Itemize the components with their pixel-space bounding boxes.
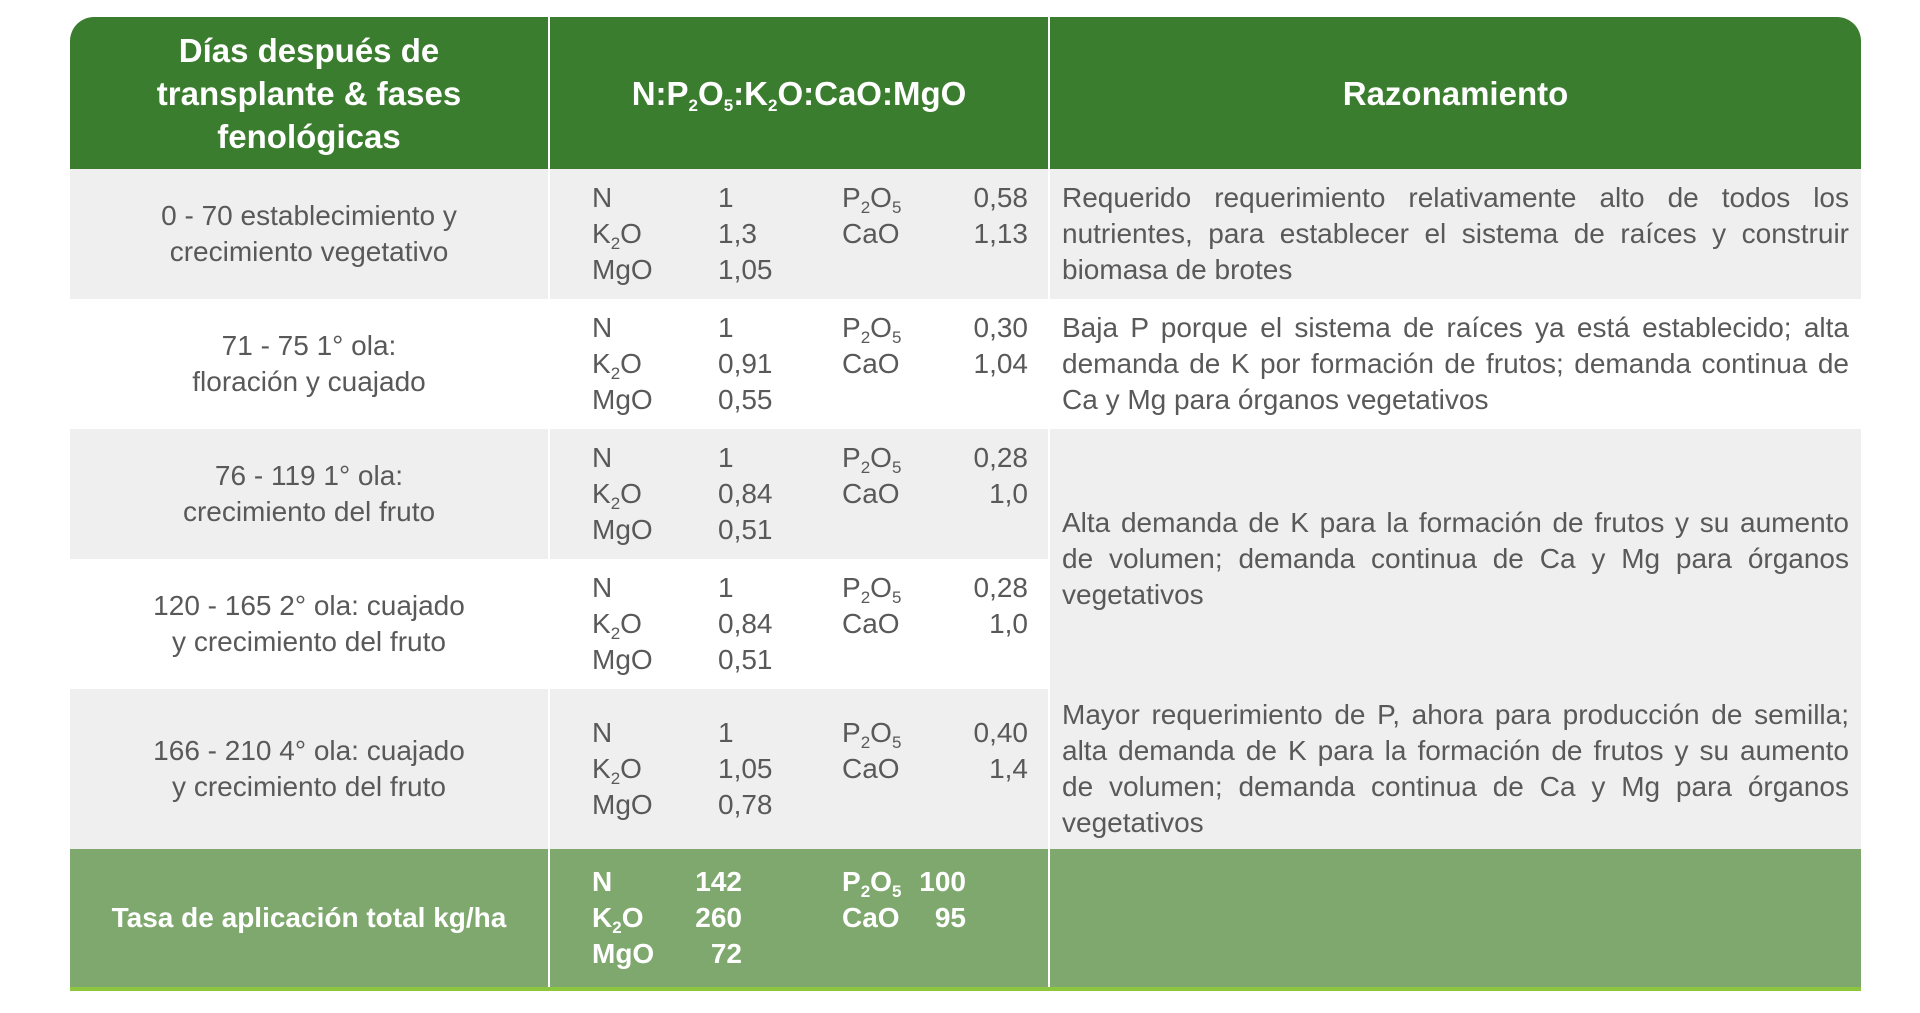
total-cao: 95 [934, 902, 966, 933]
phase-text: 166 - 210 4° ola: cuajado [153, 735, 465, 766]
reason-text: Mayor requerimiento de P, ahora para producción de semilla; alta demanda de K para la formación de frutos y su aumento de volumen; demanda continua de Ca y Mg para órganos vegetativos [1062, 699, 1849, 838]
label-k2o: $K_2O$ [592, 478, 642, 513]
value-n: 1 [718, 442, 734, 473]
value-k2o: 0,84 [718, 608, 773, 639]
label-mgo: MgO [592, 938, 655, 969]
reason-cell [1048, 299, 1861, 429]
label-mgo: MgO [592, 384, 653, 415]
value-mgo: 0,51 [718, 644, 773, 675]
value-mgo: 0,78 [718, 789, 773, 820]
label-n: N [592, 182, 613, 213]
phase-cell [70, 299, 548, 429]
table-row [70, 559, 1028, 689]
value-k2o: 1,3 [718, 218, 757, 249]
total-n: 142 [695, 866, 742, 897]
phase-text: floración y cuajado [192, 366, 426, 397]
value-cao: 1,0 [989, 478, 1028, 509]
phase-cell [70, 689, 548, 849]
label-n: N [592, 312, 613, 343]
label-k2o: $K_2O$ [592, 902, 644, 937]
label-p2o5: $P_2O_5$ [842, 866, 902, 901]
label-p2o5: $P_2O_5$ [842, 442, 902, 477]
phase-text: crecimiento del fruto [182, 496, 436, 527]
value-n: 1 [718, 717, 734, 748]
label-k2o: $K_2O$ [592, 218, 642, 253]
value-p2o5: 0,28 [973, 572, 1028, 603]
value-mgo: 0,55 [718, 384, 773, 415]
label-mgo: MgO [592, 254, 653, 285]
merged-rows [70, 429, 1861, 689]
header-reason: Razonamiento [1048, 17, 1861, 169]
reason-text: Baja P porque el sistema de raíces ya está establecido; alta demanda de K por formación de frutos; demanda continua de Ca y Mg para órganos vegetativos [1062, 312, 1849, 415]
value-p2o5: 0,30 [973, 312, 1028, 343]
header-ratio: $N:P_2O_5:K_2O:CaO:MgO$ [548, 17, 1048, 169]
label-cao: CaO [842, 753, 900, 784]
ratio-cell [548, 559, 1048, 689]
label-cao: CaO [842, 902, 900, 933]
value-mgo: 0,51 [718, 514, 773, 545]
label-p2o5: $P_2O_5$ [842, 717, 902, 752]
label-mgo: MgO [592, 644, 653, 675]
label-mgo: MgO [592, 514, 653, 545]
label-cao: CaO [842, 348, 900, 379]
phase-cell [70, 429, 548, 559]
nutrient-table [70, 17, 1861, 991]
total-p2o5: 100 [919, 866, 966, 897]
label-n: N [592, 866, 613, 897]
value-cao: 1,4 [989, 753, 1028, 784]
label-cao: CaO [842, 218, 900, 249]
value-cao: 1,04 [973, 348, 1028, 379]
label-k2o: $K_2O$ [592, 753, 642, 788]
label-p2o5: $P_2O_5$ [842, 572, 902, 607]
total-k2o: 260 [695, 902, 742, 933]
total-label: Tasa de aplicación total kg/ha [111, 902, 507, 933]
label-cao: CaO [842, 478, 900, 509]
label-k2o: $K_2O$ [592, 608, 642, 643]
label-cao: CaO [842, 608, 900, 639]
value-cao: 1,13 [973, 218, 1028, 249]
value-k2o: 0,91 [718, 348, 773, 379]
phase-cell [70, 559, 548, 689]
label-n: N [592, 442, 613, 473]
label-n: N [592, 572, 613, 603]
phase-text: 120 - 165 2° ola: cuajado [153, 590, 465, 621]
value-cao: 1,0 [989, 608, 1028, 639]
ratio-cell [548, 299, 1048, 429]
phase-text: 76 - 119 1° ola: [214, 460, 404, 491]
phase-text: crecimiento vegetativo [169, 236, 449, 267]
label-k2o: $K_2O$ [592, 348, 642, 383]
label-n: N [592, 717, 613, 748]
value-p2o5: 0,40 [973, 717, 1028, 748]
bottom-rule [70, 987, 1861, 991]
ratio-cell [548, 689, 1048, 849]
reason-cell-merged [1048, 429, 1861, 689]
table-row [70, 689, 1861, 849]
ratio-cell [548, 169, 1048, 299]
reason-text: Alta demanda de K para la formación de frutos y su aumento de volumen; demanda continua de Ca y Mg para órganos vegetativos [1062, 507, 1849, 610]
total-row [70, 849, 1861, 987]
header-phase-line: fenológicas [217, 117, 401, 155]
phase-cell [70, 169, 548, 299]
phase-text: 0 - 70 establecimiento y [161, 200, 457, 231]
value-n: 1 [718, 312, 734, 343]
table-row [70, 299, 1861, 429]
value-p2o5: 0,28 [973, 442, 1028, 473]
total-mgo: 72 [710, 938, 742, 969]
reason-cell [1048, 689, 1861, 849]
label-p2o5: $P_2O_5$ [842, 312, 902, 347]
value-mgo: 1,05 [718, 254, 773, 285]
label-mgo: MgO [592, 789, 653, 820]
reason-cell [1048, 169, 1861, 299]
phase-text: y crecimiento del fruto [172, 626, 446, 657]
value-k2o: 1,05 [718, 753, 773, 784]
ratio-cell [548, 429, 1048, 559]
header-phase [70, 17, 548, 169]
table-row [70, 169, 1861, 299]
label-p2o5: $P_2O_5$ [842, 182, 902, 217]
table-row [70, 429, 1028, 559]
header-phase-line: Días después de [178, 31, 440, 69]
value-p2o5: 0,58 [973, 182, 1028, 213]
value-k2o: 0,84 [718, 478, 773, 509]
phase-text: 71 - 75 1° ola: [221, 330, 397, 361]
table-header [70, 17, 1861, 169]
header-phase-line: transplante & fases [156, 74, 462, 112]
total-values [548, 849, 1048, 987]
phase-text: y crecimiento del fruto [172, 771, 446, 802]
reason-text: Requerido requerimiento relativamente alto de todos los nutrientes, para establecer el sistema de raíces y construir biomasa de brotes [1062, 182, 1849, 285]
value-n: 1 [718, 182, 734, 213]
value-n: 1 [718, 572, 734, 603]
total-empty-cell [1048, 849, 1861, 987]
